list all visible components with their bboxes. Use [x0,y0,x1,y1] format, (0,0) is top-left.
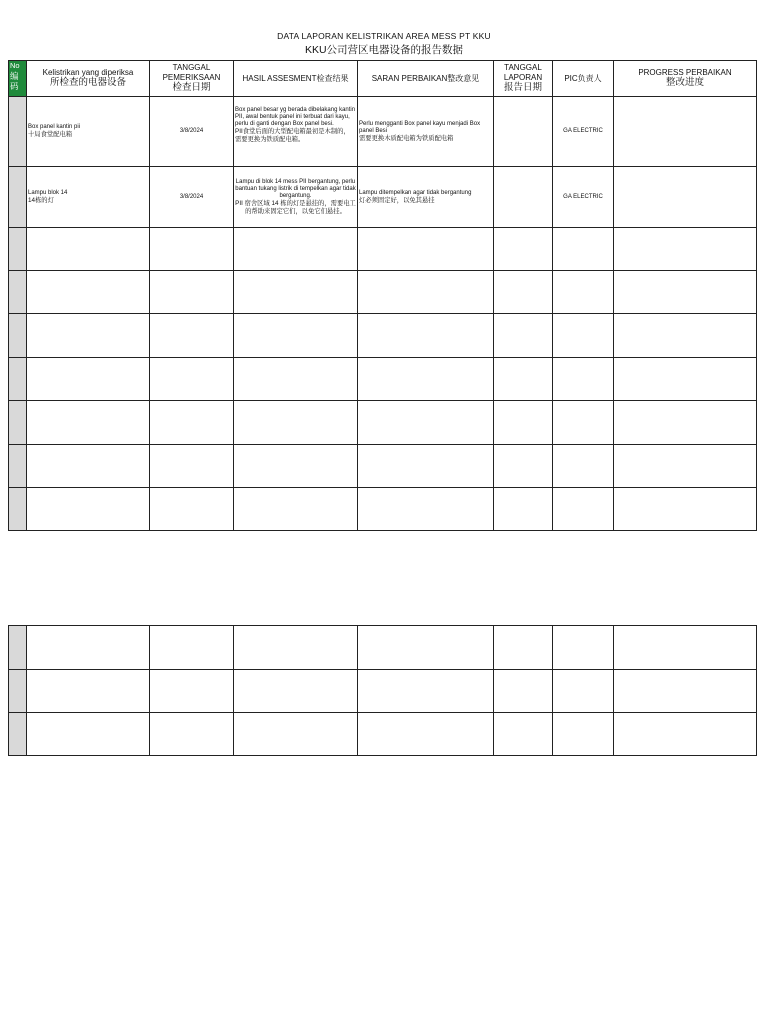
empty-cell [358,401,494,445]
empty-row [9,271,757,314]
row-index-cell [9,228,27,271]
report-table-continued [8,625,757,756]
empty-cell [553,228,614,271]
empty-cell [494,445,553,488]
empty-cell [614,713,757,756]
empty-row [9,358,757,401]
header-no: No 编 码 [9,61,27,97]
pic-cell: GA ELECTRIC [553,167,614,228]
empty-cell [494,670,553,713]
empty-cell [27,626,150,670]
empty-cell [27,445,150,488]
header-pic: PIC负责人 [553,61,614,97]
empty-cell [150,670,234,713]
empty-cell [234,228,358,271]
empty-row [9,670,757,713]
row-index-cell [9,314,27,358]
row-index-cell [9,626,27,670]
empty-cell [150,626,234,670]
empty-cell [358,358,494,401]
empty-cell [150,314,234,358]
empty-cell [358,713,494,756]
check-date-cell: 3/8/2024 [150,97,234,167]
empty-cell [614,358,757,401]
row-index-cell [9,401,27,445]
header-item: Kelistrikan yang diperiksa 所检查的电器设备 [27,61,150,97]
row-index-cell [9,488,27,531]
empty-cell [494,401,553,445]
table-row [9,167,757,228]
empty-cell [234,488,358,531]
pic-cell: GA ELECTRIC [553,97,614,167]
empty-cell [614,626,757,670]
progress-cell [614,167,757,228]
empty-cell [150,401,234,445]
empty-cell [27,401,150,445]
suggestion-cell: Perlu mengganti Box panel kayu menjadi Box panel Besi 需要更换木质配电箱为铁质配电箱 [358,97,494,167]
empty-cell [358,626,494,670]
empty-cell [27,271,150,314]
row-index-cell [9,271,27,314]
empty-row [9,314,757,358]
item-cell: Lampu blok 14 14栋的灯 [27,167,150,228]
empty-cell [494,314,553,358]
empty-cell [358,670,494,713]
item-cell: Box panel kantin pii 十局食堂配电箱 [27,97,150,167]
row-index-cell [9,713,27,756]
empty-cell [27,314,150,358]
empty-cell [494,713,553,756]
empty-cell [553,488,614,531]
row-index-cell [9,670,27,713]
empty-cell [614,488,757,531]
suggestion-cell: Lampu ditempelkan agar tidak bergantung 灯必须固定好，以免其悬挂 [358,167,494,228]
empty-cell [553,358,614,401]
header-progress: PROGRESS PERBAIKAN 整改进度 [614,61,757,97]
empty-cell [234,670,358,713]
empty-cell [234,401,358,445]
report-title-zh: KKU公司营区电器设备的报告数据 [304,44,464,56]
header-suggestion: SARAN PERBAIKAN整改意见 [358,61,494,97]
empty-cell [614,271,757,314]
row-index-cell [9,445,27,488]
empty-cell [494,626,553,670]
empty-cell [358,314,494,358]
assessment-cell: Lampu di blok 14 mess PII bergantung, perlu bantuan tukang listrik di tempelkan agar tidak bergantung. PII 宿舍区域 14 栋的灯是悬挂的，需要电工的帮助来固定它们，以免它们悬挂。 [234,167,358,228]
empty-cell [494,358,553,401]
header-report-date: TANGGAL LAPORAN 报告日期 [494,61,553,97]
empty-cell [150,445,234,488]
empty-cell [234,445,358,488]
empty-cell [27,228,150,271]
empty-cell [358,488,494,531]
empty-row [9,228,757,271]
empty-row [9,626,757,670]
empty-cell [553,271,614,314]
row-index-cell [9,167,27,228]
report-table [8,60,757,531]
report-date-cell [494,97,553,167]
empty-cell [494,271,553,314]
empty-cell [494,488,553,531]
row-index-cell [9,97,27,167]
assessment-cell: Box panel besar yg berada dibelakang kantin PII, awal bentuk panel ini terbuat dari kayu, perlu di ganti dengan Box panel besi. PII食堂后面的大型配电箱最初是木制的，需要更换为铁质配电箱。 [234,97,358,167]
empty-cell [553,626,614,670]
empty-cell [150,713,234,756]
empty-cell [27,713,150,756]
empty-cell [553,445,614,488]
progress-cell [614,97,757,167]
empty-cell [150,358,234,401]
empty-cell [234,713,358,756]
empty-cell [358,271,494,314]
empty-row [9,488,757,531]
empty-cell [614,670,757,713]
table-row [9,97,757,167]
empty-cell [358,445,494,488]
empty-cell [494,228,553,271]
empty-cell [234,626,358,670]
empty-cell [614,228,757,271]
report-date-cell [494,167,553,228]
empty-cell [150,271,234,314]
empty-cell [234,271,358,314]
report-title: DATA LAPORAN KELISTRIKAN AREA MESS PT KKU [277,31,491,41]
empty-cell [27,358,150,401]
empty-cell [553,670,614,713]
empty-cell [27,670,150,713]
empty-cell [358,228,494,271]
empty-cell [614,401,757,445]
empty-cell [553,401,614,445]
header-assessment: HASIL ASSESMENT检查结果 [234,61,358,97]
empty-cell [234,314,358,358]
empty-cell [614,445,757,488]
empty-cell [150,488,234,531]
empty-cell [553,314,614,358]
check-date-cell: 3/8/2024 [150,167,234,228]
empty-row [9,713,757,756]
empty-row [9,401,757,445]
empty-cell [614,314,757,358]
row-index-cell [9,358,27,401]
empty-cell [150,228,234,271]
header-check-date: TANGGAL PEMERIKSAAN 检查日期 [150,61,234,97]
empty-cell [553,713,614,756]
empty-cell [234,358,358,401]
empty-row [9,445,757,488]
header-row [9,61,757,97]
empty-cell [27,488,150,531]
